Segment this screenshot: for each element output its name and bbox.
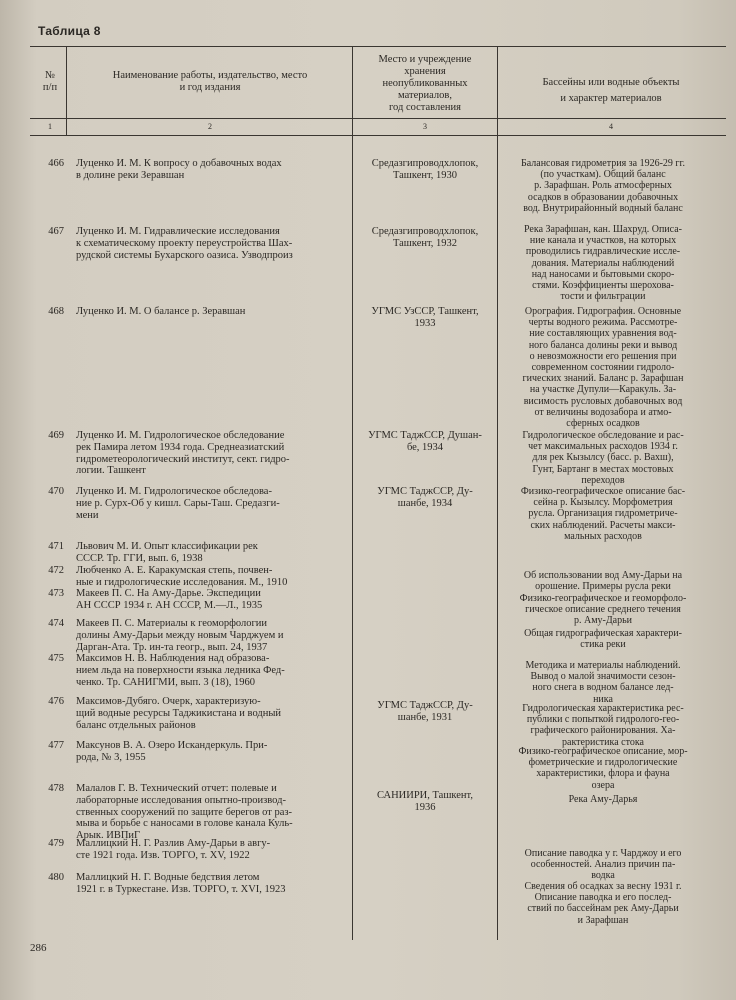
basin-description: Орография. Гидрография. Основные черты водного режима. Рассмотре- ние составляющих уравнения вод- ного баланса долины реки и вывод о невозможности его решения при современном состоянии гидроло- гических знаний. Баланс р. Зарафшан на участке Дупули—Каракуль. За- висимость русловых добавочных вод от величины водозабора и атмо- сферных осадков bbox=[522, 306, 684, 430]
work-title: Луценко И. М. К вопросу о добавочных водах в долине реки Зеравшан bbox=[76, 158, 282, 181]
row-number: 472 bbox=[48, 565, 64, 576]
row-number: 475 bbox=[48, 653, 64, 664]
work-title: Луценко И. М. Гидрологическое обследование рек Памира летом 1934 года. Среднеазиатский гидрометеорологический институт, сект. гидро- логии. Ташкент bbox=[76, 430, 290, 477]
table-title: Таблица 8 bbox=[38, 24, 101, 38]
row-number: 474 bbox=[48, 618, 64, 629]
storage-place: УГМС ТаджССР, Ду- шанбе, 1931 bbox=[377, 700, 473, 723]
basin-description: Река Зарафшан, кан. Шахруд. Описа- ние канала и участков, на которых проводились гидравлические иссле- дования. Материалы наблюдений над наносами и бытовыми скоро- стями. Коэффициенты шерохова- тости и фильтрации bbox=[524, 224, 682, 303]
header-basin: Бассейны или водные объекты и характер материалов bbox=[542, 77, 680, 104]
row-number: 476 bbox=[48, 696, 64, 707]
storage-place: УГМС ТаджССР, Душан- бе, 1934 bbox=[368, 430, 482, 453]
work-title: Любченко А. Е. Каракумская степь, почвен- ные и гидрологические исследования. М., 1910 bbox=[76, 565, 288, 588]
row-number: 480 bbox=[48, 872, 64, 883]
basin-description: Методика и материалы наблюдений. Вывод о малой значимости сезон- ного снега в водном балансе лед- ника bbox=[525, 660, 681, 705]
row-number: 473 bbox=[48, 588, 64, 599]
basin-description: Общая гидрографическая характери- стика реки bbox=[524, 628, 682, 651]
work-title: Малалов Г. В. Технический отчет: полевые и лабораторные исследования опытно-производ- ственных сооружений по защите берегов от раз- мыва и борьбе с наносами в голове канала Куль- Арык. ИВПиГ bbox=[76, 783, 293, 842]
storage-place: Средазгипроводхлопок, Ташкент, 1930 bbox=[371, 158, 479, 181]
row-number: 477 bbox=[48, 740, 64, 751]
storage-place: УГМС ТаджССР, Ду- шанбе, 1934 bbox=[377, 486, 473, 509]
work-title: Маллицкий Н. Г. Водные бедствия летом 1921 г. в Туркестане. Изв. ТОРГО, т. XVI, 1923 bbox=[76, 872, 286, 895]
basin-description: Физико-географическое описание, мор- фометрические и гидрологические характеристики, флора и фауна озера bbox=[518, 746, 688, 791]
work-title: Луценко И. М. О балансе р. Зеравшан bbox=[76, 306, 246, 317]
column-number-4: 4 bbox=[609, 122, 613, 131]
work-title: Максимов-Дубяго. Очерк, характеризую- щий водные ресурсы Таджикистана и водный баланс отдельных районов bbox=[76, 696, 282, 731]
header-title: Наименование работы, издательство, место и год издания bbox=[112, 70, 308, 93]
row-number: 478 bbox=[48, 783, 64, 794]
column-numbers-rule bbox=[30, 135, 726, 136]
column-number-1: 1 bbox=[48, 122, 52, 131]
basin-description: Балансовая гидрометрия за 1926-29 гг. (по участкам). Общий баланс р. Зарафшан. Роль атмосферных осадков в образовании добавочных вод. Внутрирайонный водный баланс bbox=[521, 158, 685, 214]
column-number-2: 2 bbox=[208, 122, 212, 131]
row-number: 468 bbox=[48, 306, 64, 317]
column-number-3: 3 bbox=[423, 122, 427, 131]
row-number: 471 bbox=[48, 541, 64, 552]
basin-description: Гидрологическая характеристика рес- публики с попыткой гидролого-гео- графического районирования. Ха- рактеристика стока bbox=[522, 703, 684, 748]
column-divider-3 bbox=[497, 46, 498, 940]
header-number: № п/п bbox=[42, 70, 58, 93]
work-title: Луценко И. М. Гидравлические исследования к схематическому проекту переустройства Шах- рудской системы Бухарского оазиса. Узводпроиз bbox=[76, 226, 293, 261]
table-top-rule bbox=[30, 46, 726, 47]
storage-place: Средазгипроводхлопок, Ташкент, 1932 bbox=[371, 226, 479, 249]
storage-place: УГМС УзССР, Ташкент, 1933 bbox=[371, 306, 479, 329]
basin-description: Физико-географическое и геоморфоло- гическое описание среднего течения р. Аму-Дарьи bbox=[519, 593, 687, 627]
work-title: Маллицкий Н. Г. Разлив Аму-Дарьи в авгу- сте 1921 года. Изв. ТОРГО, т. XV, 1922 bbox=[76, 838, 271, 861]
work-title: Луценко И. М. Гидрологическое обследова- ние р. Сурх-Об у кишл. Сары-Таш. Средазги- мени bbox=[76, 486, 280, 521]
basin-description: Сведения об осадках за весну 1931 г. Описание паводка и его послед- ствий по бассейнам рек Аму-Дарьи и Зарафшан bbox=[524, 881, 682, 926]
header-bottom-rule bbox=[30, 118, 726, 119]
row-number: 479 bbox=[48, 838, 64, 849]
work-title: Макеев П. С. Материалы к геоморфологии долины Аму-Дарьи между новым Чарджуем и Дарган-Ата. Тр. ин-та геогр., вып. 24, 1937 bbox=[76, 618, 284, 653]
work-title: Максимов Н. В. Наблюдения над образова- нием льда на поверхности языка ледника Фед- ченко. Тр. САНИГМИ, вып. 3 (18), 1960 bbox=[76, 653, 285, 688]
basin-description: Описание паводка у г. Чарджоу и его особенностей. Анализ причин па- водка bbox=[524, 848, 682, 882]
basin-description: Гидрологическое обследование и рас- чет максимальных расходов 1934 г. для рек Кызылсу (басс. р. Вахш), Гунт, Бартанг в местах мостовых переходов bbox=[522, 430, 684, 486]
row-number: 469 bbox=[48, 430, 64, 441]
storage-place: САНИИРИ, Ташкент, 1936 bbox=[377, 790, 473, 813]
row-number: 470 bbox=[48, 486, 64, 497]
row-number: 467 bbox=[48, 226, 64, 237]
basin-description: Об использовании вод Аму-Дарьи на орошение. Примеры русла реки bbox=[523, 570, 683, 593]
page-number: 286 bbox=[30, 942, 47, 954]
basin-description: Река Аму-Дарья bbox=[568, 794, 638, 805]
work-title: Макеев П. С. На Аму-Дарье. Экспедиции АН СССР 1934 г. АН СССР, М.—Л., 1935 bbox=[76, 588, 263, 611]
column-divider-2 bbox=[352, 46, 353, 940]
basin-description: Физико-географическое описание бас- сейна р. Кызылсу. Морфометрия русла. Организация гидрометриче- ских наблюдений. Расчеты макси- мальных расходов bbox=[520, 486, 686, 542]
work-title: Максунов В. А. Озеро Искандеркуль. При- рода, № 3, 1955 bbox=[76, 740, 268, 763]
row-number: 466 bbox=[48, 158, 64, 169]
header-storage: Место и учреждение хранения неопубликованных материалов, год составления bbox=[378, 54, 472, 113]
column-divider-1 bbox=[66, 46, 67, 136]
work-title: Львович М. И. Опыт классификации рек СССР. Тр. ГГИ, вып. 6, 1938 bbox=[76, 541, 258, 564]
